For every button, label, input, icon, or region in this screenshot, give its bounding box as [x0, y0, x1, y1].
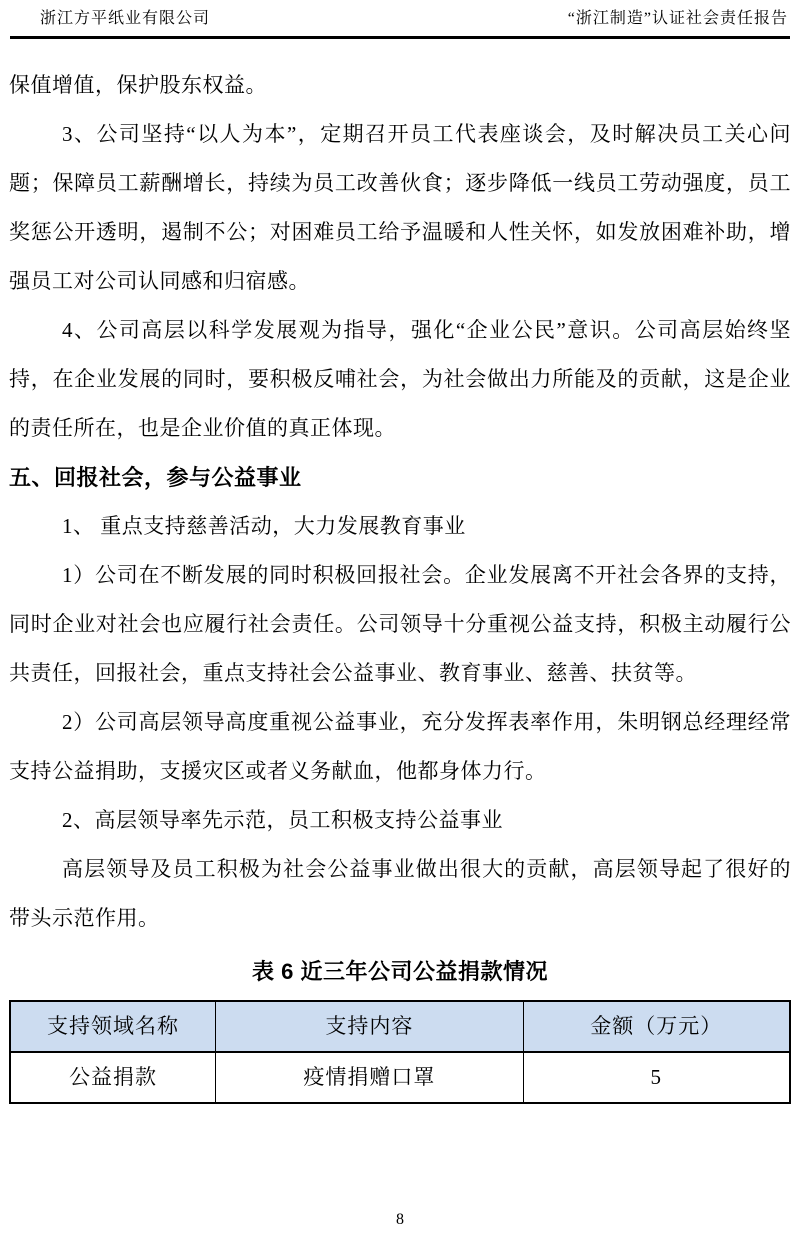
- paragraph-item-4: 4、公司高层以科学发展观为指导，强化“企业公民”意识。公司高层始终坚持，在企业发展的同时，要积极反哺社会，为社会做出力所能及的贡献，这是企业的责任所在，也是企业价值的真正体现。: [9, 318, 791, 440]
- table-row: [10, 1052, 790, 1103]
- paragraph-carryover: 保值增值，保护股东权益。: [9, 73, 267, 97]
- paragraph-1-2: 2）公司高层领导高度重视公益事业，充分发挥表率作用，朱明钢总经理经常支持公益捐助，支援灾区或者义务献血，他都身体力行。: [9, 710, 791, 783]
- subitem-2-title: 2、高层领导率先示范，员工积极支持公益事业: [62, 808, 503, 832]
- paragraph-item-3: 3、公司坚持“以人为本”，定期召开员工代表座谈会，及时解决员工关心问题；保障员工薪酬增长，持续为员工改善伙食；逐步降低一线员工劳动强度，员工奖惩公开透明，遏制不公；对困难员工给予温暖和人性关怀，如发放困难补助，增强员工对公司认同感和归宿感。: [9, 122, 791, 293]
- column-header-support-content: 支持内容: [216, 1001, 524, 1052]
- header-report-title: “浙江制造”认证社会责任报告: [567, 10, 788, 27]
- subitem-1-title: 1、 重点支持慈善活动，大力发展教育事业: [62, 514, 466, 538]
- page-number: 8: [396, 1211, 404, 1228]
- donation-table-body: [10, 1052, 790, 1103]
- page-header: [10, 7, 790, 39]
- column-header-support-area: 支持领域名称: [10, 1001, 216, 1052]
- cell-support-content: 疫情捐赠口罩: [216, 1052, 524, 1103]
- section-heading-5: 五、回报社会，参与公益事业: [9, 465, 302, 490]
- paragraph-2-1: 高层领导及员工积极为社会公益事业做出很大的贡献，高层领导起了很好的带头示范作用。: [9, 857, 791, 930]
- table-caption: 表 6 近三年公司公益捐款情况: [252, 959, 548, 984]
- header-company-name: 浙江方平纸业有限公司: [40, 10, 211, 27]
- donation-table: [9, 1000, 791, 1104]
- table-header-row: [10, 1001, 790, 1052]
- paragraph-1-1: 1）公司在不断发展的同时积极回报社会。企业发展离不开社会各界的支持，同时企业对社会也应履行社会责任。公司领导十分重视公益支持，积极主动履行公共责任，回报社会，重点支持社会公益事业、教育事业、慈善、扶贫等。: [9, 563, 791, 685]
- document-body: [9, 61, 791, 1104]
- column-header-amount: 金额（万元）: [523, 1001, 790, 1052]
- cell-amount: 5: [523, 1052, 790, 1103]
- cell-support-area: 公益捐款: [10, 1052, 216, 1103]
- donation-table-header: [10, 1001, 790, 1052]
